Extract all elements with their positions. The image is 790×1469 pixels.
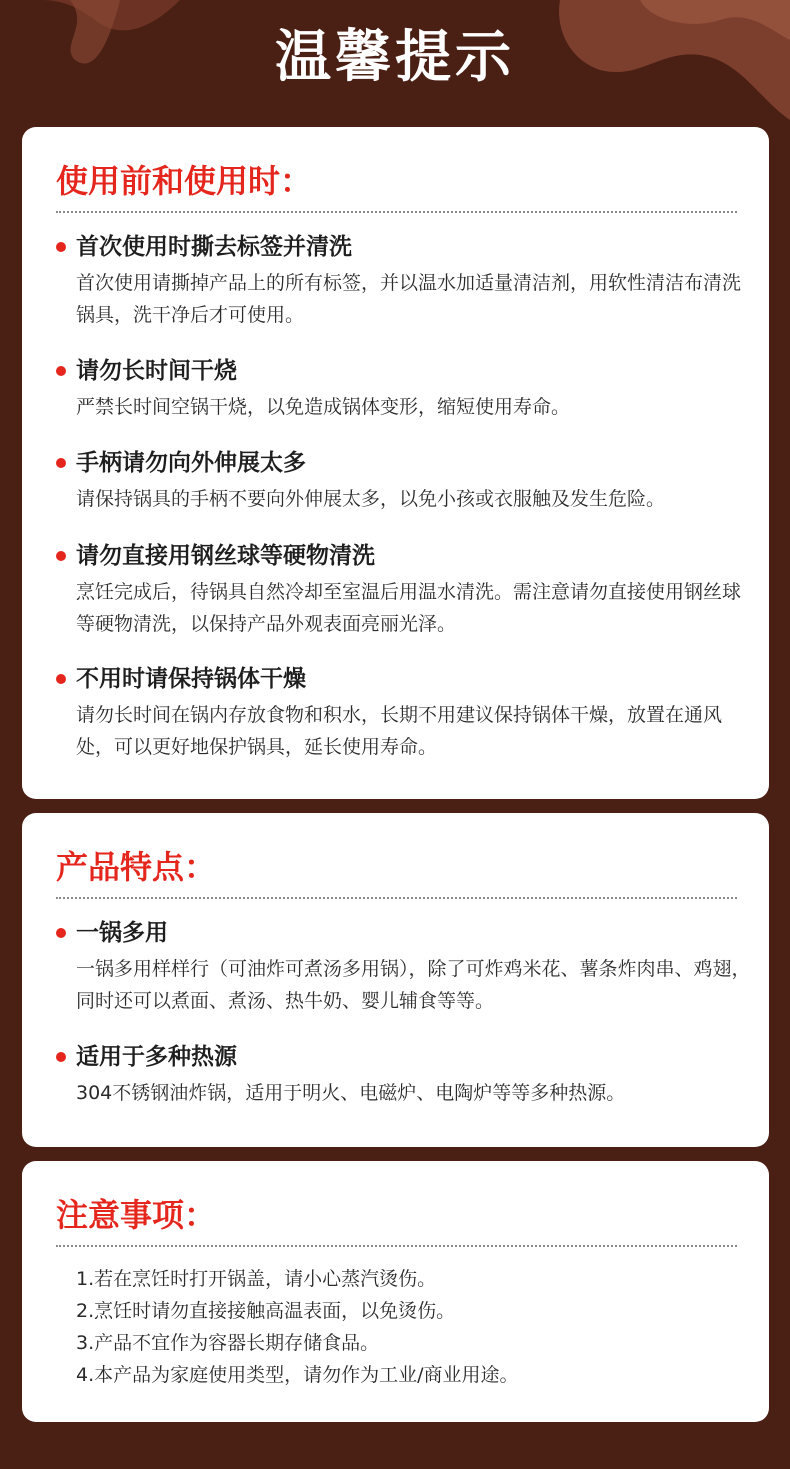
features-item [56, 1041, 756, 1109]
notes-divider [56, 1245, 737, 1247]
usage-item-title: 手柄请勿向外伸展太多 [76, 450, 306, 476]
usage-item-desc: 烹饪完成后，待锅具自然冷却至室温后用温水清洗。需注意请勿直接使用钢丝球等硬物清洗，以保持产品外观表面亮丽光泽。 [76, 581, 742, 635]
bullet-icon [56, 242, 66, 252]
usage-item-title: 请勿直接用钢丝球等硬物清洗 [76, 543, 375, 569]
usage-item [56, 663, 756, 763]
bullet-icon [56, 366, 66, 376]
features-item-desc: 304不锈钢油炸锅，适用于明火、电磁炉、电陶炉等等多种热源。 [76, 1082, 626, 1104]
features-item-title: 一锅多用 [76, 920, 168, 946]
bullet-icon [56, 458, 66, 468]
features-item [56, 917, 756, 1017]
usage-item-desc: 请保持锅具的手柄不要向外伸展太多，以免小孩或衣服触及发生危险。 [76, 488, 666, 510]
usage-item-title: 不用时请保持锅体干燥 [76, 666, 306, 692]
usage-item-title: 请勿长时间干烧 [76, 358, 237, 384]
page-title: 温馨提示 [275, 25, 515, 90]
features-item-title: 适用于多种热源 [76, 1044, 237, 1070]
usage-item-title: 首次使用时撕去标签并清洗 [76, 234, 352, 260]
note-line: 4.本产品为家庭使用类型，请勿作为工业/商业用途。 [76, 1364, 519, 1386]
note-line: 3.产品不宜作为容器长期存储食品。 [76, 1332, 380, 1354]
features-heading: 产品特点： [56, 848, 217, 886]
usage-item-desc: 首次使用请撕掉产品上的所有标签，并以温水加适量清洁剂，用软性清洁布清洗锅具，洗干净后才可使用。 [76, 272, 742, 326]
usage-item [56, 447, 756, 515]
features-card [22, 813, 769, 1147]
note-line: 1.若在烹饪时打开锅盖，请小心蒸汽烫伤。 [76, 1268, 437, 1290]
notes-heading: 注意事项： [56, 1196, 217, 1234]
bullet-icon [56, 674, 66, 684]
bullet-icon [56, 928, 66, 938]
usage-item-desc: 请勿长时间在锅内存放食物和积水，长期不用建议保持锅体干燥，放置在通风处，可以更好地保护锅具，延长使用寿命。 [76, 704, 723, 758]
usage-heading: 使用前和使用时： [56, 162, 313, 200]
usage-card [22, 127, 769, 799]
usage-item [56, 355, 756, 423]
usage-divider [56, 211, 737, 213]
features-item-desc: 一锅多用样样行（可油炸可煮汤多用锅），除了可炸鸡米花、薯条炸肉串、鸡翅，同时还可以煮面、煮汤、热牛奶、婴儿辅食等等。 [76, 958, 751, 1012]
usage-item-desc: 严禁长时间空锅干烧，以免造成锅体变形，缩短使用寿命。 [76, 396, 571, 418]
bullet-icon [56, 1052, 66, 1062]
usage-item [56, 231, 756, 331]
notes-card [22, 1161, 769, 1422]
note-line: 2.烹饪时请勿直接接触高温表面，以免烫伤。 [76, 1300, 456, 1322]
usage-item [56, 540, 756, 640]
bullet-icon [56, 551, 66, 561]
features-divider [56, 897, 737, 899]
